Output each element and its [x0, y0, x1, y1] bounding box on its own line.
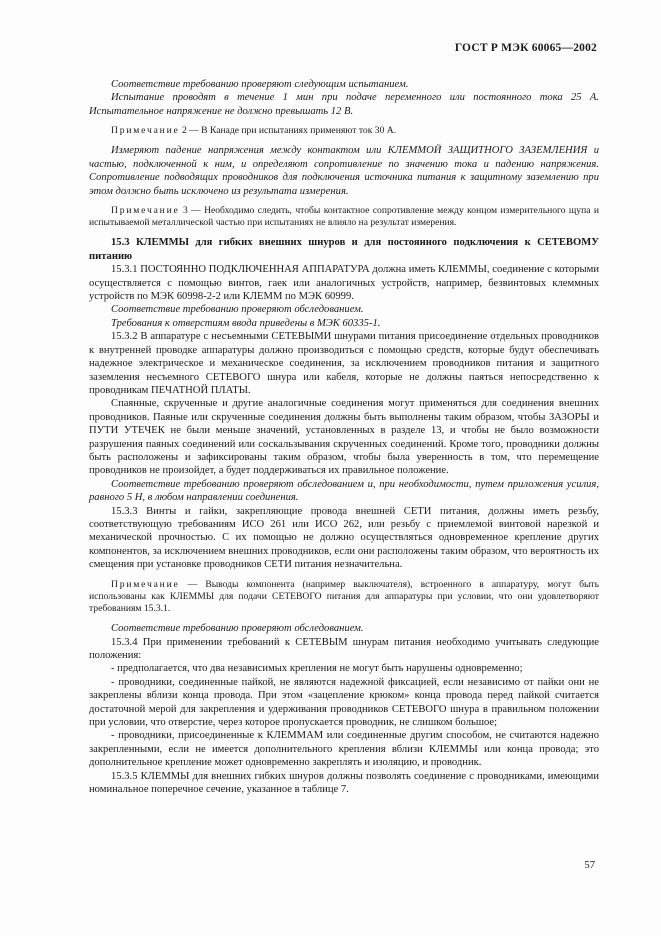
- paragraph: 15.3.5 КЛЕММЫ для внешних гибких шнуров должны позволять соединение с проводниками, имеющими номинальное поперечное сечение, указанное в таблице 7.: [89, 770, 599, 796]
- note-text: 3 — Необходимо следить, чтобы контактное сопротивление между концом измерительного щупа и испытываемой металлической частью при испытаниях не влияло на результат измерения.: [89, 205, 599, 229]
- note-text: — Выводы компонента (например выключателя), встроенного в аппаратуру, могут быть использованы как КЛЕММЫ для подачи СЕТЕВОГО питания для аппаратуры при условии, что они удовлетворяют требованиям 15.3.1.: [89, 578, 599, 615]
- paragraph: Соответствие требованию проверяют обследованием.: [111, 304, 364, 316]
- note: [89, 579, 599, 616]
- paragraph: 15.3.2 В аппаратуре с несъемными СЕТЕВЫМИ шнурами питания присоединение отдельных проводников к внутренней проводке аппаратуры должно производиться с помощью средств, которые будут обеспечивать надежное электрическое и механическое соединения, за исключением проводников питания и защитного заземления несъемного СЕТЕВОГО шнура или кабеля, которые не должны паяться непосредственно к проводникам ПЕЧАТНОЙ ПЛАТЫ.: [89, 331, 599, 396]
- list-item: - проводники, присоединенные к КЛЕММАМ или соединенные другим способом, не считаются надежно закрепленными, если не имеется дополнительного крепления вблизи КЛЕММЫ или конца провода; это дополнительное крепление может одновременно закреплять и изоляцию, и проводник.: [89, 730, 599, 769]
- note-label: Примечание: [111, 125, 180, 137]
- paragraph: 15.3.1 ПОСТОЯННО ПОДКЛЮЧЕННАЯ АППАРАТУРА должна иметь КЛЕММЫ, соединение с которыми осуществляется с помощью винтов, гаек или аналогичных устройств, например, безвинтовых клеммных устройств по МЭК 60998-2-2 или КЛЕММ по МЭК 60999.: [89, 264, 599, 303]
- paragraph: Соответствие требованию проверяют обследованием и, при необходимости, путем приложения усилия, равного 5 Н, в любом направлении соединения.: [89, 478, 599, 504]
- paragraph: Соответствие требованию проверяют следующим испытанием.: [111, 79, 409, 90]
- note-label: Примечание: [111, 205, 180, 217]
- list-item: - предполагается, что два независимых крепления не могут быть нарушены одновременно;: [111, 663, 523, 675]
- page-number: 57: [584, 860, 595, 871]
- section-heading: 15.3 КЛЕММЫ для гибких внешних шнуров и для постоянного подключения к СЕТЕВОМУ питанию: [89, 237, 599, 262]
- paragraph: 15.3.4 При применении требований к СЕТЕВЫМ шнурам питания необходимо учитывать следующие положения:: [89, 636, 599, 662]
- paragraph: Требования к отверстиям ввода приведены в МЭК 60335-1.: [111, 317, 381, 329]
- paragraph: Измеряют падение напряжения между контактом или КЛЕММОЙ ЗАЩИТНОГО ЗАЗЕМЛЕНИЯ и частью, подключенной к ним, и определяют сопротивление по значению тока и падению напряжения. Сопротивление подводящих проводников для подключения источника питания к защитному заземлению при этом должно быть исключено из результата измерения.: [89, 145, 599, 197]
- document-code-header: ГОСТ Р МЭК 60065—2002: [454, 42, 597, 54]
- note: [89, 205, 599, 229]
- paragraph: Испытание проводят в течение 1 мин при подаче переменного или постоянного тока 25 А. Испытательное напряжение не должно превышать 12 В.: [89, 92, 599, 117]
- note-label: Примечание: [111, 578, 180, 590]
- paragraph: Соответствие требованию проверяют обследованием.: [111, 623, 364, 635]
- note: [89, 125, 599, 137]
- page-body: [89, 78, 599, 797]
- paragraph: 15.3.3 Винты и гайки, закрепляющие провода внешней СЕТИ питания, должны иметь резьбу, соответствующую требованиям ИСО 261 или ИСО 262, или резьбу с приемлемой винтовой нарезкой и механической прочностью. С их помощью не должно осуществляться одновременное крепление других компонентов, за исключением внешних проводников, если они расположены таким образом, что вероятность их смещения при установке проводников СЕТИ питания незначительна.: [89, 505, 599, 571]
- paragraph: Спаянные, скрученные и другие аналогичные соединения могут применяться для соединения внешних проводников. Паяные или скрученные соединения должны быть выполнены таким образом, чтобы ЗАЗОРЫ и ПУТИ УТЕЧЕК не были меньше значений, установленных в разделе 13, и чтобы не было возможности разрушения паяных соединений или соскальзывания скрученных соединений. Кроме того, проводники должны быть расположены и зафиксированы таким образом, чтобы была уверенность в том, что перемещение проводников не произойдет, а будет поддерживаться их правильное положение.: [89, 398, 599, 477]
- note-text: 2 — В Канаде при испытаниях применяют ток 30 А.: [181, 125, 397, 137]
- list-item: - проводники, соединенные пайкой, не являются надежной фиксацией, если независимо от пайки они не закреплены вблизи конца провода. При этом «зацепление крюком» конца провода перед пайкой считается достаточной мерой для закрепления и удерживания проводников СЕТЕВОГО шнура в правильном положении при условии, что отверстие, через которое пропускается проводник, не слишком большое;: [89, 676, 599, 729]
